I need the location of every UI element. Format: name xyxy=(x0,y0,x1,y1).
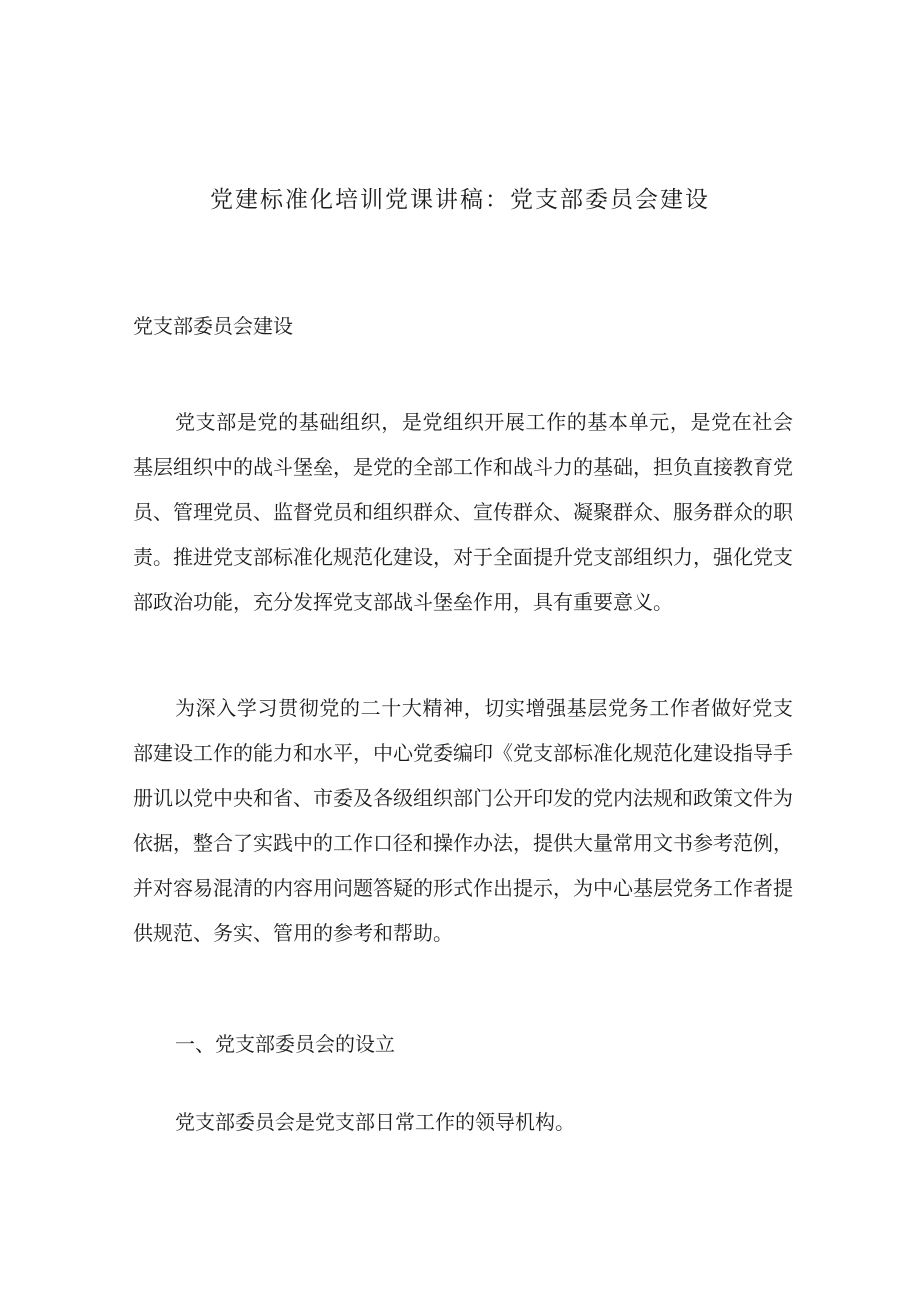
body-paragraph-2: 为深入学习贯彻党的二十大精神，切实增强基层党务工作者做好党支部建设工作的能力和水平，中心党委编印《党支部标准化规范化建设指导手册讥以党中央和省、市委及各级组织部门公开印发的党内法规和政策文件为依据，整合了实践中的工作口径和操作办法，提供大量常用文书参考范例，并对容易混清的内容用问题答疑的形式作出提示，为中心基层党务工作者提供规范、务实、管用的参考和帮助。 xyxy=(133,696,793,945)
document-subtitle: 党支部委员会建设 xyxy=(133,314,293,338)
document-title: 党建标准化培训党课讲稿：党支部委员会建设 xyxy=(210,187,710,213)
section-paragraph: 党支部委员会是党支部日常工作的领导机构。 xyxy=(175,1110,575,1134)
body-paragraph-1: 党支部是党的基础组织，是党组织开展工作的基本单元，是党在社会基层组织中的战斗堡垒，是党的全部工作和战斗力的基础，担负直接教育党员、管理党员、监督党员和组织群众、宣传群众、凝聚群众、服务群众的职责。推进党支部标准化规范化建设，对于全面提升党支部组织力，强化党支部政治功能，充分发挥党支部战斗堡垒作用，具有重要意义。 xyxy=(133,410,793,614)
section-heading: 一、党支部委员会的设立 xyxy=(175,1032,395,1056)
